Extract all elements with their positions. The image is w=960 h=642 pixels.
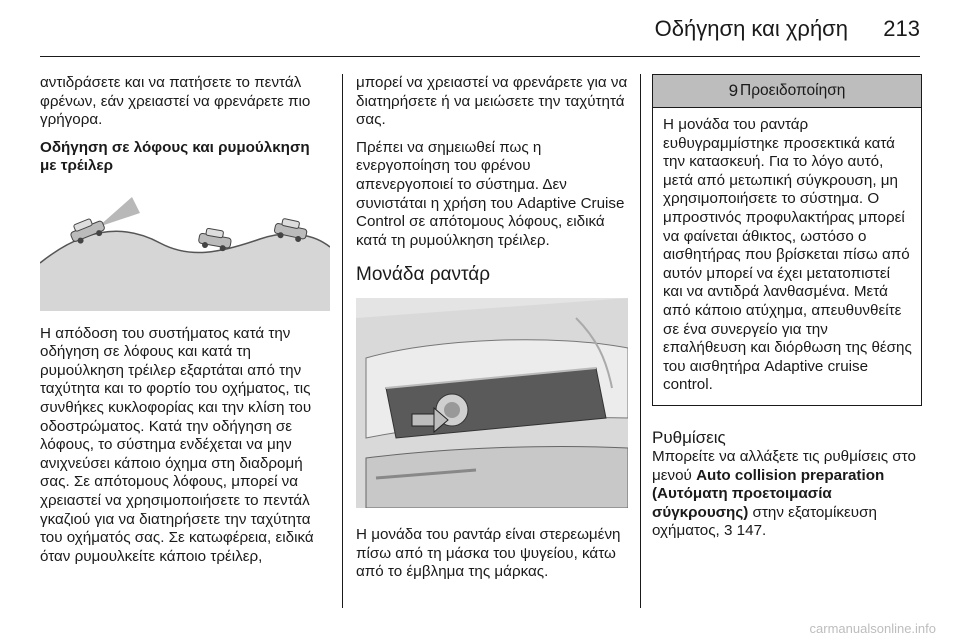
column-3 xyxy=(652,74,924,550)
page-ref-icon: 3 xyxy=(723,522,733,540)
section-heading-radar: Μονάδα ραντάρ xyxy=(356,264,491,286)
radar-unit-photo xyxy=(356,298,628,508)
warning-triangle-icon: 9 xyxy=(728,80,739,100)
warning-header xyxy=(653,75,921,108)
header-title: Οδήγηση και χρήση xyxy=(654,16,848,41)
menu-name: Auto collision preparation (Αυτόματη προετοιμασία σύγκρουσης) xyxy=(652,466,885,521)
column-divider xyxy=(342,74,343,608)
warning-title: Προειδοποίηση xyxy=(740,81,846,99)
column-2 xyxy=(356,74,628,591)
warning-text: Η μονάδα του ραντάρ ευθυγραμμίστηκε προσεκτικά κατά την κατασκευή. Για το λόγο αυτό, μετά από μετωπική σύγκρουση, μη χρησιμοποιήσετε το σύστημα. Ο μπροστινός προφυλακτήρας μπορεί να φαίνεται άθικτος, ωστόσο ο αισθητήρας που βρίσκεται πίσω από αυτόν μπορεί να έχει μετατοπιστεί και να αντιδρά λανθασμένα. Μετά από κάποιο ατύχημα, απευθυνθείτε σε ένα συνεργείο για την επαλήθευση και διόρθωση της θέσης του αισθητήρα Adaptive cruise control. xyxy=(663,116,912,394)
page-header xyxy=(0,0,960,56)
warning-box xyxy=(652,74,922,406)
figure-caption: Η μονάδα του ραντάρ είναι στερεωμένη πίσω από τη μάσκα του ψυγείου, κάτω από το έμβλημα της μάρκας. xyxy=(356,525,621,581)
paragraph: μπορεί να χρειαστεί να φρενάρετε για να διατηρήσετε ή να μειώσετε την ταχύτητά σας. xyxy=(356,74,628,129)
paragraph: αντιδράσετε και να πατήσετε το πεντάλ φρένων, εάν χρειαστεί να φρενάρετε πιο γρήγορα. xyxy=(40,74,311,129)
header-rule xyxy=(40,56,920,57)
settings-paragraph: Μπορείτε να αλλάξετε τις ρυθμίσεις στο μενού Auto collision preparation (Αυτόματη προετοιμασία σύγκρουσης) στην εξατομίκευση οχήματος, 3 147. xyxy=(652,447,916,540)
page-number: 213 xyxy=(883,16,920,41)
section-heading-settings: Ρυθμίσεις xyxy=(652,427,726,447)
hills-trailer-illustration xyxy=(40,191,330,311)
column-divider xyxy=(640,74,641,608)
section-heading-hills: Οδήγηση σε λόφους και ρυμούλκηση με τρέιλερ xyxy=(40,138,310,175)
paragraph: Πρέπει να σημειωθεί πως η ενεργοποίηση του φρένου απενεργοποιεί το σύστημα. Δεν συνιστάται η χρήση του Adaptive Cruise Control σε απότομους λόφους, ειδικά κατά τη ρυμούλκηση τρέιλερ. xyxy=(356,138,625,249)
column-1 xyxy=(40,74,330,575)
paragraph: Η απόδοση του συστήματος κατά την οδήγηση σε λόφους και κατά τη ρυμούλκηση τρέιλερ εξαρτάται από την ταχύτητα και το φορτίο του οχήματος, τις συνθήκες κυκλοφορίας και την κλίση του οδοστρώματος. Κατά την οδήγηση σε λόφους, το σύστημα ενδέχεται να μην ανιχνεύσει κάποιο όχημα στη διαδρομή σας. Σε απότομους λόφους, μπορεί να χρειαστεί να χρησιμοποιήσετε το πεντάλ γκαζιού για να διατηρήσετε την ταχύτητα του οχήματός σας. Σε κατωφέρεια, ειδικά όταν ρυμουλκείτε κάποιο τρέιλερ, xyxy=(40,324,314,565)
page-ref: 147. xyxy=(736,522,767,540)
watermark: carmanualsonline.info xyxy=(809,621,936,636)
